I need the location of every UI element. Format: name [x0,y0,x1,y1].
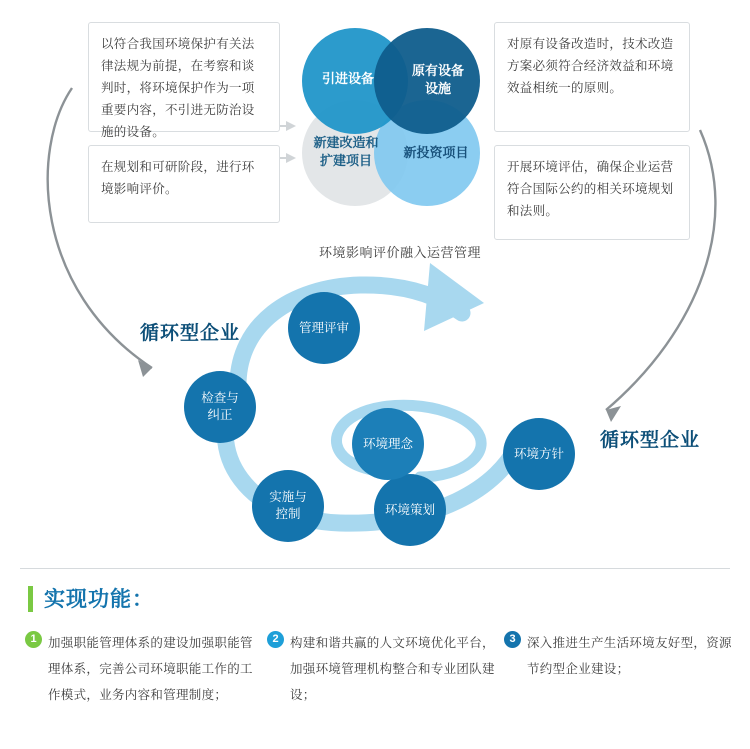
cycle-node-check-line1: 检查与 [201,391,239,405]
venn-caption: 环境影响评价融入运营管理 [318,245,481,260]
cycle-title-left: 循环型企业 [140,323,241,344]
cycle-node-management-review: 管理评审 [288,292,360,364]
venn-label-existing-line2: 设施 [424,81,451,96]
function-badge-2: 2 [267,631,284,648]
venn-label-new-projects [306,134,386,170]
note-bottom-left: 在规划和可研阶段，进行环境影响评价。 [88,145,280,223]
venn-label-new-line2: 扩建项目 [319,153,372,168]
note-bottom-right: 开展环境评估，确保企业运营符合国际公约的相关环境规划和法则。 [494,145,690,240]
section-divider [20,568,730,569]
venn-diagram [300,14,486,234]
function-item-3: 深入推进生产生活环境友好型，资源节约型企业建设； [527,636,732,676]
cycle-node-environmental-planning: 环境策划 [374,474,446,546]
function-item-2: 构建和谐共赢的人文环境优化平台，加强环境管理机构整合和专业团队建设； [290,636,495,702]
cycle-node-implement-line1: 实施与 [269,490,307,504]
cycle-node-environmental-policy: 环境方针 [503,418,575,490]
cycle-node-environmental-concept: 环境理念 [352,408,424,480]
function-badge-3: 3 [504,631,521,648]
cycle-node-check-line2: 纠正 [207,408,233,422]
cycle-node-check-correct [184,371,256,443]
venn-label-introduced-equipment: 引进设备 [321,71,374,86]
functions-title: 实现功能： [44,588,154,611]
function-item-1: 加强职能管理体系的建设加强职能管理体系，完善公司环境职能工作的工作模式，业务内容和管理制度； [48,636,253,702]
venn-label-existing-equipment [398,62,478,98]
venn-label-existing-line1: 原有设备 [411,63,464,78]
function-badge-1: 1 [25,631,42,648]
note-top-right: 对原有设备改造时，技术改造方案必须符合经济效益和环境效益相统一的原则。 [494,22,690,132]
note-top-left: 以符合我国环境保护有关法律法规为前提，在考察和谈判时，将环境保护作为一项重要内容，不引进无防治设施的设备。 [88,22,280,132]
venn-label-new-line1: 新建改造和 [313,135,379,150]
section-accent-bar [28,586,33,612]
cycle-node-implement-control [252,470,324,542]
cycle-node-implement-line2: 控制 [275,507,301,521]
cycle-title-right: 循环型企业 [600,430,701,451]
venn-label-new-investment: 新投资项目 [403,145,469,160]
